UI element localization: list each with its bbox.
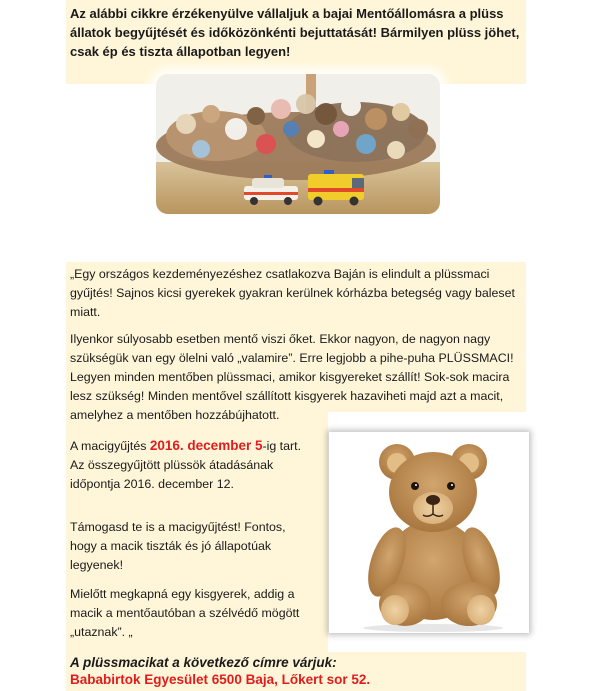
paragraph-2: Ilyenkor súlyosabb esetben mentő viszi őket. Ekkor nagyon, de nagyon nagy szükségük van egy ölelni való „valamire”. Erre legjobb a pihe-puha PLÜSSMACI! Legyen minden mentőben plüssmaci, amikor kisgyereket szállít! Sok-sok macira lesz szükség! Minden mentővel szállított kisgyerek hazaviheti majd azt a macit, amelyhez a mentőben hozzábújhatott. — [70, 332, 514, 422]
deadline-suffix: -ig tart. — [262, 439, 302, 453]
plush-toys-photo — [156, 74, 440, 214]
address-intro: A plüssmacikat a következő címre várjuk: — [70, 655, 337, 670]
deadline-paragraph — [70, 436, 320, 494]
paragraph-5: Mielőtt megkapná egy kisgyerek, addig a macik a mentőautóban a szélvédő mögött „utaznak”. „ — [70, 587, 300, 639]
paragraph-1: „Egy országos kezdeményezéshez csatlakozva Baján is elindult a plüssmaci gyűjtés! Sajnos kicsi gyerekek gyakran kerülnek kórházba betegség vagy baleset miatt. — [70, 267, 515, 319]
deadline-date: 2016. december 5 — [149, 438, 263, 453]
deadline-prefix: A macigyűjtés — [70, 439, 150, 453]
paragraph-4: Támogasd te is a macigyűjtést! Fontos, hogy a macik tiszták és jó állapotúak legyenek! — [70, 520, 286, 572]
handover-date-text: Az összegyűjtött plüssök átadásának időpontja 2016. december 12. — [70, 458, 274, 491]
intro-text: Az alábbi cikkre érzékenyülve vállaljuk a bajai Mentőállomásra a plüss állatok begyűjtését és időközönkénti bejuttatását! Bármilyen plüss jöhet, csak ép és tiszta állapotban legyen! — [70, 6, 520, 59]
address-line: Bababirtok Egyesület 6500 Baja, Lőkert sor 52. — [70, 672, 371, 687]
teddy-bear-photo — [329, 432, 529, 633]
